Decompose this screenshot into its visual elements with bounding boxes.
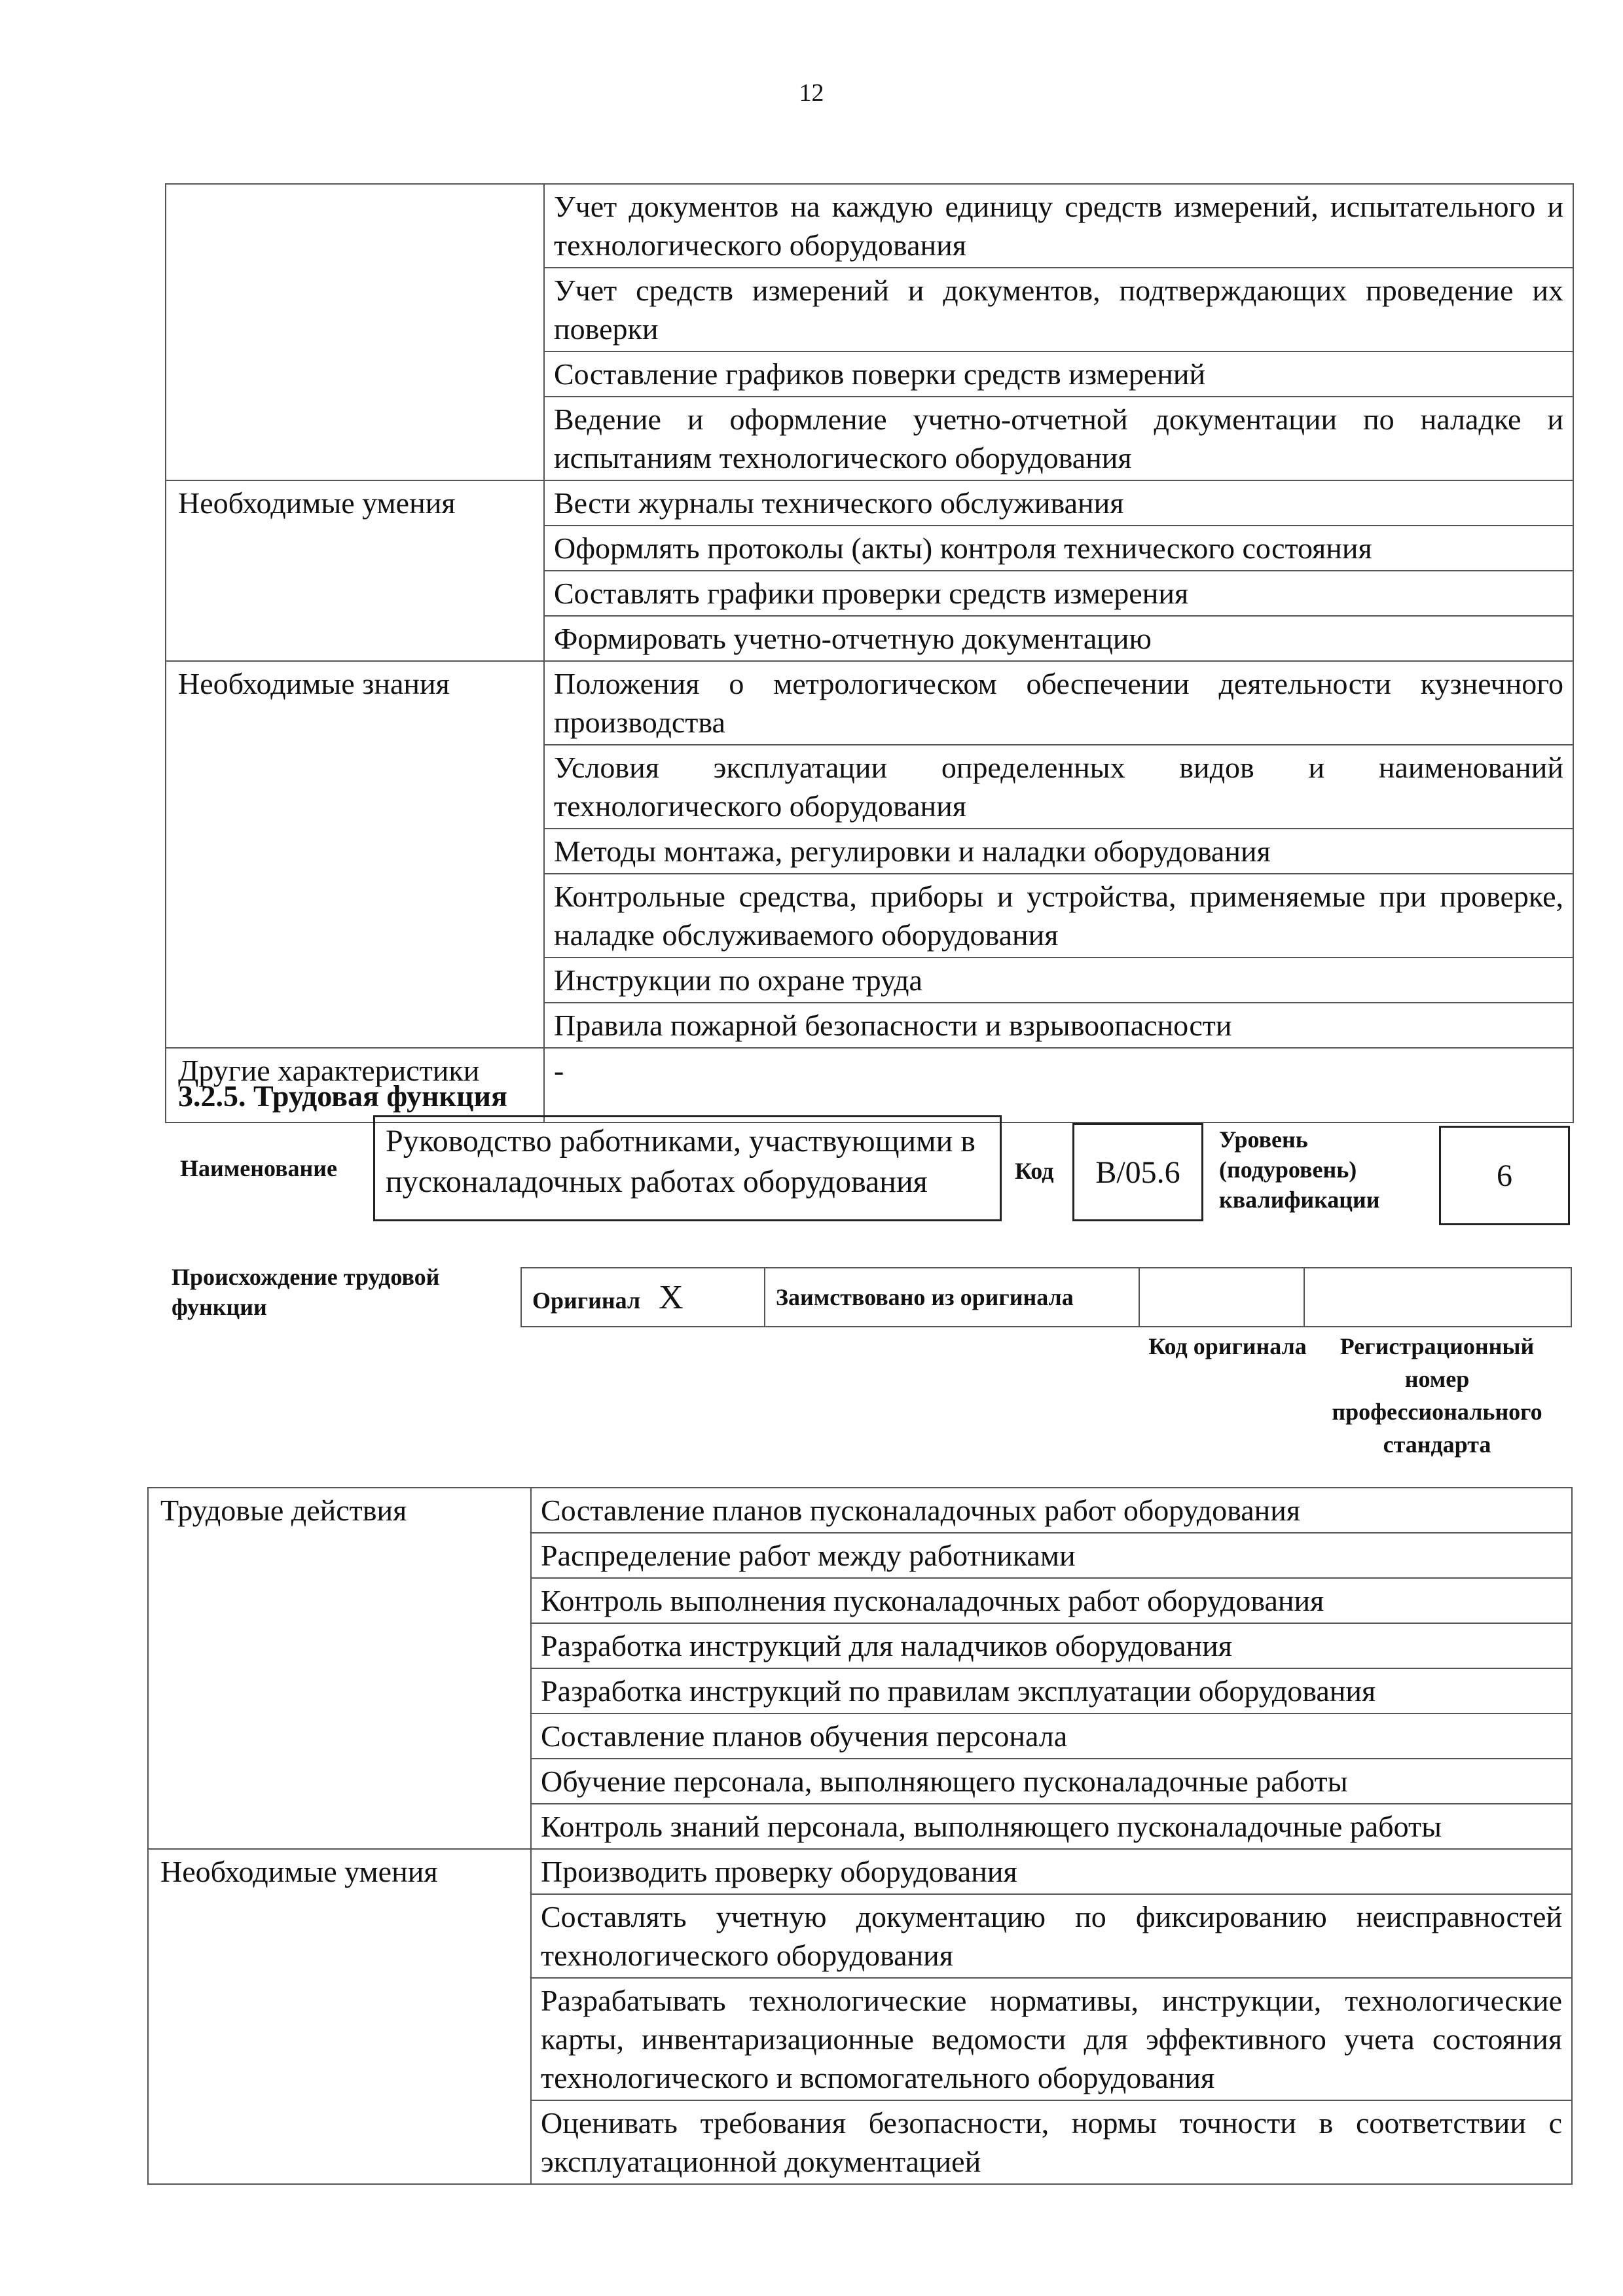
table-row (166, 480, 1573, 526)
table-cell: Обучение персонала, выполняющего пусконаладочные работы (531, 1759, 1572, 1804)
page-number: 12 (799, 79, 824, 107)
row-label-knowledge: Необходимые знания (166, 661, 544, 1048)
origin-label: Происхождение трудовой функции (172, 1264, 440, 1320)
original-cell: Оригинал X (521, 1268, 765, 1327)
table-cell: Производить проверку оборудования (531, 1849, 1572, 1894)
table-cell: Инструкции по охране труда (544, 958, 1573, 1003)
row-label-skills-2: Необходимые умения (148, 1849, 531, 2184)
original-code-caption: Код оригинала (1148, 1333, 1307, 1359)
table-cell: Контроль знаний персонала, выполняющего пусконаладочные работы (531, 1804, 1572, 1849)
row-label-skills: Необходимые умения (166, 480, 544, 661)
table-cell: Распределение работ между работниками (531, 1533, 1572, 1578)
table-cell: Разрабатывать технологические нормативы, инструкции, технологические карты, инвентаризационные ведомости для эффективного учета состояния технологического и вспомогательного оборудования (531, 1978, 1572, 2100)
function-name-box: Руководство работниками, участвующими в пусконаладочных работах оборудования (373, 1115, 1002, 1221)
table-cell: - (544, 1048, 1573, 1122)
original-code-cell (1139, 1268, 1304, 1327)
original-mark: X (659, 1278, 684, 1316)
row-label-other: Другие характеристики (166, 1048, 544, 1122)
table-cell: Оформлять протоколы (акты) контроля технического состояния (544, 526, 1573, 571)
table-row (166, 661, 1573, 745)
table-cell: Составлять учетную документацию по фиксированию неисправностей технологического оборудования (531, 1894, 1572, 1978)
table-row (166, 184, 1573, 268)
table-cell: Учет документов на каждую единицу средств измерений, испытательного и технологического оборудования (544, 184, 1573, 268)
table-cell: Составление планов обучения персонала (531, 1713, 1572, 1759)
qualification-level-box: 6 (1439, 1126, 1570, 1225)
table-cell: Разработка инструкций для наладчиков оборудования (531, 1623, 1572, 1668)
table-cell: Составление графиков поверки средств измерений (544, 351, 1573, 397)
table-cell: Составление планов пусконаладочных работ оборудования (531, 1488, 1572, 1533)
table-cell: Контроль выполнения пусконаладочных работ оборудования (531, 1578, 1572, 1623)
table-cell: Положения о метрологическом обеспечении деятельности кузнечного производства (544, 661, 1573, 745)
function-code-box: B/05.6 (1072, 1123, 1203, 1221)
table-cell: Учет средств измерений и документов, подтверждающих проведение их поверки (544, 268, 1573, 351)
origin-table (520, 1267, 1572, 1327)
characteristics-table-1 (165, 183, 1574, 1123)
registration-number-caption: Регистрационный номер профессионального стандарта (1332, 1333, 1542, 1458)
table-cell: Составлять графики проверки средств измерения (544, 571, 1573, 616)
table-row (148, 1849, 1572, 1894)
borrowed-cell: Заимствовано из оригинала (765, 1268, 1139, 1327)
code-label: Код (1015, 1158, 1054, 1184)
table-cell: Оценивать требования безопасности, нормы точности в соответствии с эксплуатационной документацией (531, 2100, 1572, 2184)
characteristics-table-2 (147, 1487, 1573, 2185)
table-row (148, 1488, 1572, 1533)
table-cell: Разработка инструкций по правилам эксплуатации оборудования (531, 1668, 1572, 1713)
table-cell: Вести журналы технического обслуживания (544, 480, 1573, 526)
level-label: Уровень (подуровень) квалификации (1219, 1126, 1380, 1213)
registration-number-cell (1304, 1268, 1571, 1327)
table-cell: Методы монтажа, регулировки и наладки оборудования (544, 829, 1573, 874)
row-label-actions: Трудовые действия (148, 1488, 531, 1849)
section-heading: 3.2.5. Трудовая функция (178, 1079, 507, 1113)
name-label: Наименование (180, 1155, 337, 1181)
table-cell: Контрольные средства, приборы и устройства, применяемые при проверке, наладке обслуживаемого оборудования (544, 874, 1573, 958)
row-label (166, 184, 544, 480)
table-cell: Формировать учетно-отчетную документацию (544, 616, 1573, 661)
table-cell: Условия эксплуатации определенных видов и наименований технологического оборудования (544, 745, 1573, 829)
table-cell: Правила пожарной безопасности и взрывоопасности (544, 1003, 1573, 1048)
table-cell: Ведение и оформление учетно-отчетной документации по наладке и испытаниям технологического оборудования (544, 397, 1573, 480)
